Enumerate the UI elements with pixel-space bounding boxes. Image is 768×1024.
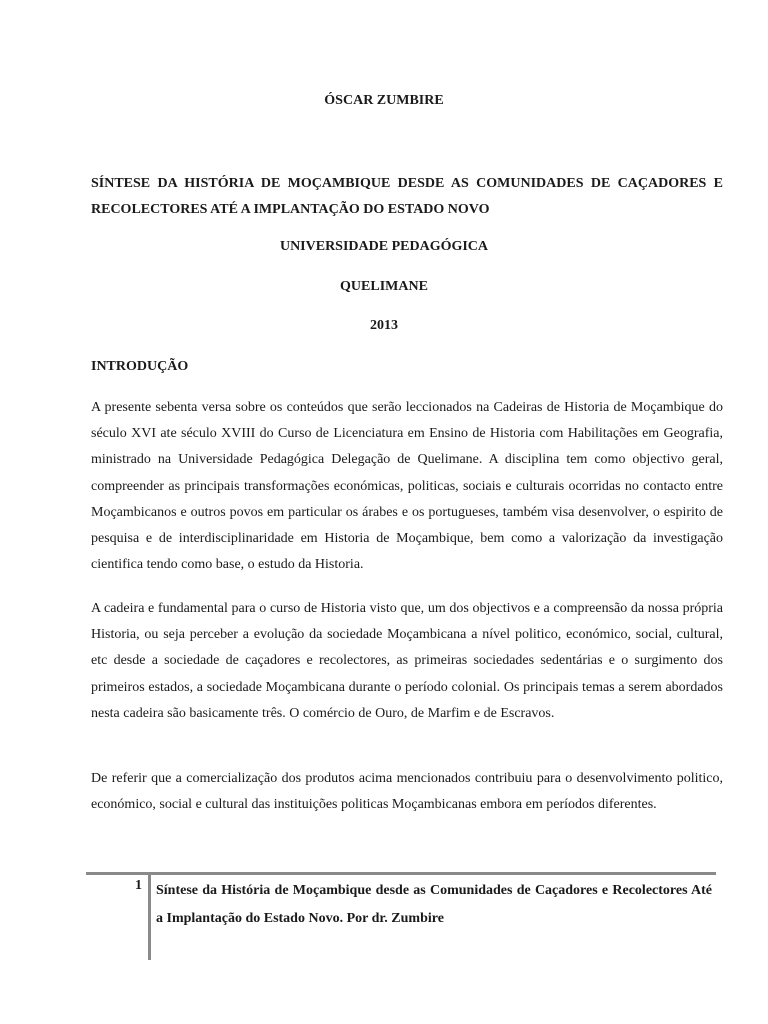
page-footer — [86, 872, 718, 960]
paragraph-1: A presente sebenta versa sobre os conteúdos que serão leccionados na Cadeiras de Historia de Moçambique do século XVI ate século XVIII do Curso de Licenciatura em Ensino de Historia com Habilitações em Geografia, ministrado na Universidade Pedagógica Delegação de Quelimane. A disciplina tem como objectivo geral, compreender as principais transformações económicas, politicas, sociais e culturais ocorridas no contacto entre Moçambicanos e outros povos em particular os árabes e os portugueses, também visa desenvolver, o espirito de pesquisa e de interdisciplinaridade em Historia de Moçambique, bem como a valorização da investigação cientifica tendo como base, o estudo da Historia. — [91, 400, 723, 573]
page-number: 1 — [135, 878, 142, 893]
footer-running-title: Síntese da História de Moçambique desde as Comunidades de Caçadores e Recolectores Até a Implantação do Estado Novo. Por dr. Zumbire — [156, 883, 712, 926]
document-title: SÍNTESE DA HISTÓRIA DE MOÇAMBIQUE DESDE AS COMUNIDADES DE CAÇADORES E RECOLECTORES ATÉ A IMPLANTAÇÃO DO ESTADO NOVO — [91, 176, 723, 217]
footer-rule — [86, 872, 716, 875]
institution-name: UNIVERSIDADE PEDAGÓGICA — [279, 239, 489, 254]
footer-divider — [148, 872, 151, 960]
city-name: QUELIMANE — [340, 279, 428, 294]
section-heading-introduction: INTRODUÇÃO — [91, 359, 189, 374]
author-name: ÓSCAR ZUMBIRE — [324, 93, 444, 108]
paragraph-3: De referir que a comercialização dos produtos acima mencionados contribuiu para o desenvolvimento politico, económico, social e cultural das instituições politicas Moçambicanas embora em períodos diferentes. — [91, 771, 723, 813]
paragraph-2: A cadeira e fundamental para o curso de Historia visto que, um dos objectivos e a compreensão da nossa própria Historia, ou seja perceber a evolução da sociedade Moçambicana a nível politico, económico, social, cultural, etc desde a sociedade de caçadores e recolectores, as primeiras sociedades sedentárias e o surgimento dos primeiros estados, a sociedade Moçambicana durante o período colonial. Os principais temas a serem abordados nesta cadeira são basicamente três. O comércio de Ouro, de Marfim e de Escravos. — [91, 601, 723, 721]
publication-year: 2013 — [370, 318, 398, 333]
